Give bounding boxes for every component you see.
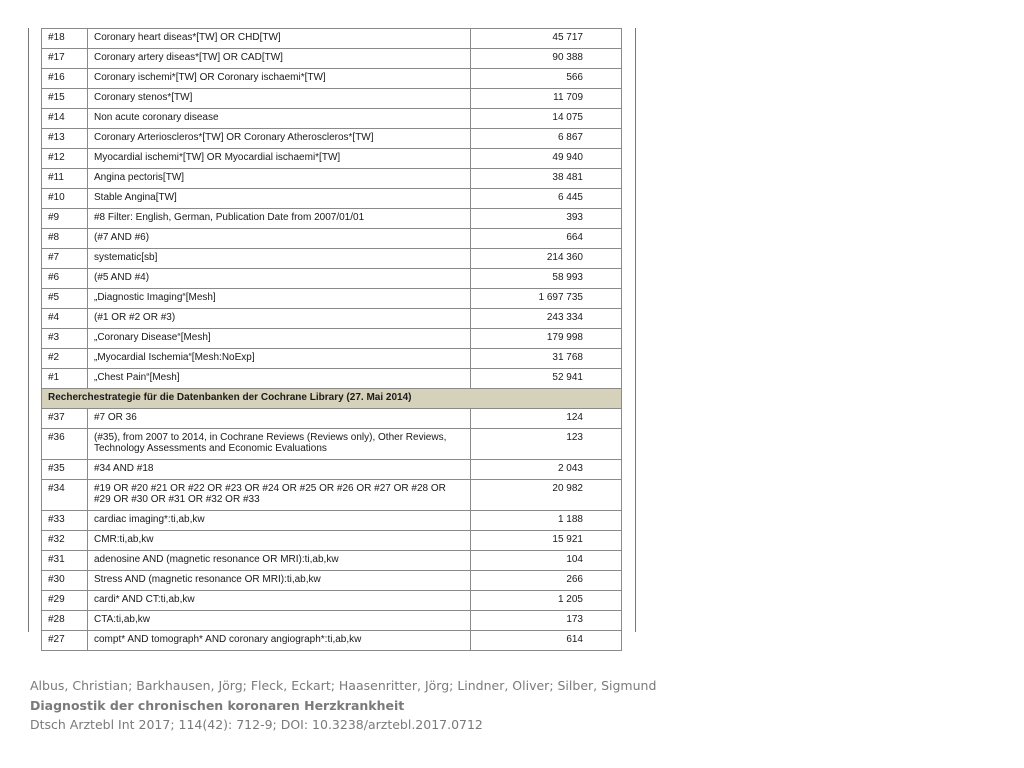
table-row: #30 Stress AND (magnetic resonance OR MRI):ti,ab,kw 266 — [42, 571, 622, 591]
table-row: #14 Non acute coronary disease 14 075 — [42, 109, 622, 129]
table-row: #34 #19 OR #20 #21 OR #22 OR #23 OR #24 OR #25 OR #26 OR #27 OR #28 OR #29 OR #30 OR #31 OR #32 OR #33 20 982 — [42, 480, 622, 511]
table-row: #36 (#35), from 2007 to 2014, in Cochrane Reviews (Reviews only), Other Reviews, Technology Assessments and Economic Evaluations 123 — [42, 429, 622, 460]
table-row: #29 cardi* AND CT:ti,ab,kw 1 205 — [42, 591, 622, 611]
table-row: #31 adenosine AND (magnetic resonance OR MRI):ti,ab,kw 104 — [42, 551, 622, 571]
citation-caption — [30, 676, 656, 735]
table-row: #4 (#1 OR #2 OR #3) 243 334 — [42, 309, 622, 329]
section-header-row — [42, 389, 622, 409]
citation-authors: Albus, Christian; Barkhausen, Jörg; Fleck, Eckart; Haasenritter, Jörg; Lindner, Oliver; Silber, Sigmund — [30, 678, 657, 693]
table-row: #27 compt* AND tomograph* AND coronary angiograph*:ti,ab,kw 614 — [42, 631, 622, 651]
table-row: #16 Coronary ischemi*[TW] OR Coronary ischaemi*[TW] 566 — [42, 69, 622, 89]
table-row: #32 CMR:ti,ab,kw 15 921 — [42, 531, 622, 551]
search-strategy-table — [41, 28, 622, 651]
table-row: #10 Stable Angina[TW] 6 445 — [42, 189, 622, 209]
table-row: #2 „Myocardial Ischemia“[Mesh:NoExp] 31 768 — [42, 349, 622, 369]
table-row: #9 #8 Filter: English, German, Publication Date from 2007/01/01 393 — [42, 209, 622, 229]
table-row: #3 „Coronary Disease“[Mesh] 179 998 — [42, 329, 622, 349]
table-row: #1 „Chest Pain“[Mesh] 52 941 — [42, 369, 622, 389]
table-row: #6 (#5 AND #4) 58 993 — [42, 269, 622, 289]
table-row: #37 #7 OR 36 124 — [42, 409, 622, 429]
table-row: #13 Coronary Arterioscleros*[TW] OR Coronary Atheroscleros*[TW] 6 867 — [42, 129, 622, 149]
table-row: #5 „Diagnostic Imaging“[Mesh] 1 697 735 — [42, 289, 622, 309]
table-row: #7 systematic[sb] 214 360 — [42, 249, 622, 269]
table-row: #18 Coronary heart diseas*[TW] OR CHD[TW] 45 717 — [42, 29, 622, 49]
document-page — [28, 28, 636, 645]
table-row: #15 Coronary stenos*[TW] 11 709 — [42, 89, 622, 109]
table-row: #8 (#7 AND #6) 664 — [42, 229, 622, 249]
citation-reference: Dtsch Arztebl Int 2017; 114(42): 712-9; DOI: 10.3238/arztebl.2017.0712 — [30, 717, 483, 732]
table-row: #35 #34 AND #18 2 043 — [42, 460, 622, 480]
table-row: #28 CTA:ti,ab,kw 173 — [42, 611, 622, 631]
table-row: #11 Angina pectoris[TW] 38 481 — [42, 169, 622, 189]
citation-title: Diagnostik der chronischen koronaren Herzkrankheit — [30, 697, 405, 713]
table-row: #17 Coronary artery diseas*[TW] OR CAD[TW] 90 388 — [42, 49, 622, 69]
table-row: #33 cardiac imaging*:ti,ab,kw 1 188 — [42, 511, 622, 531]
section-title: Recherchestrategie für die Datenbanken der Cochrane Library (27. Mai 2014) — [42, 389, 622, 409]
table-row: #12 Myocardial ischemi*[TW] OR Myocardial ischaemi*[TW] 49 940 — [42, 149, 622, 169]
